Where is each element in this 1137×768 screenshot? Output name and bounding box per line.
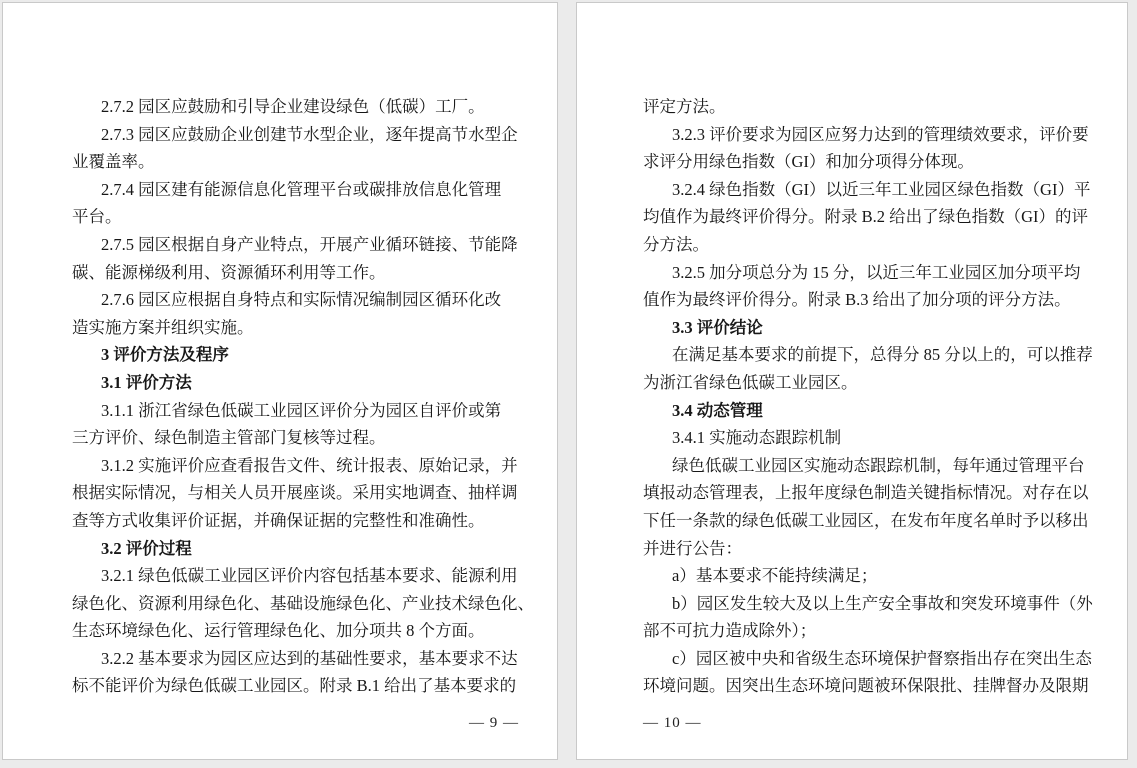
text-line: 3.1.1 浙江省绿色低碳工业园区评价分为园区自评价或第 — [101, 400, 502, 420]
page-10-number: — 10 — — [643, 715, 702, 731]
text-line: 3.1 评价方法 — [101, 372, 192, 392]
page-9-number: — 9 — — [469, 715, 519, 731]
page-10-content — [643, 93, 1093, 700]
text-line: 为浙江省绿色低碳工业园区。 — [643, 372, 858, 392]
text-line: b）园区发生较大及以上生产安全事故和突发环境事件（外 — [672, 593, 1093, 613]
text-line: 评定方法。 — [643, 97, 726, 116]
text-line: 造实施方案并组织实施。 — [72, 317, 254, 337]
text-line: 在满足基本要求的前提下，总得分 85 分以上的，可以推荐 — [672, 345, 1093, 365]
text-line: 均值作为最终评价得分。附录 B.2 给出了绿色指数（GI）的评 — [643, 207, 1089, 227]
text-line: 业覆盖率。 — [72, 152, 155, 172]
text-line: 值作为最终评价得分。附录 B.3 给出了加分项的评分方法。 — [643, 290, 1071, 310]
text-line: 查等方式收集评价证据，并确保证据的完整性和准确性。 — [72, 510, 485, 530]
text-line: 3 评价方法及程序 — [101, 345, 229, 365]
text-line: 3.2.4 绿色指数（GI）以近三年工业园区绿色指数（GI）平 — [672, 179, 1091, 199]
text-line: 3.1.2 实施评价应查看报告文件、统计报表、原始记录，并 — [101, 455, 518, 475]
text-line: 2.7.6 园区应根据自身特点和实际情况编制园区循环化改 — [101, 290, 502, 310]
text-line: 3.2.5 加分项总分为 15 分，以近三年工业园区加分项平均 — [672, 262, 1081, 282]
page-9-content — [72, 93, 534, 700]
text-line: 三方评价、绿色制造主管部门复核等过程。 — [72, 428, 386, 448]
text-line: 3.4.1 实施动态跟踪机制 — [672, 428, 842, 448]
text-line: 求评分用绿色指数（GI）和加分项得分体现。 — [643, 152, 974, 172]
text-line: 并进行公告： — [643, 538, 742, 558]
text-line: c）园区被中央和省级生态环境保护督察指出存在突出生态 — [672, 648, 1092, 668]
page-10 — [576, 2, 1128, 760]
text-line: 环境问题。因突出生态环境问题被环保限批、挂牌督办及限期 — [643, 676, 1089, 696]
text-line: 2.7.2 园区应鼓励和引导企业建设绿色（低碳）工厂。 — [101, 97, 485, 116]
text-line: 3.2.2 基本要求为园区应达到的基础性要求，基本要求不达 — [101, 648, 518, 668]
text-line: 绿色低碳工业园区实施动态跟踪机制，每年通过管理平台 — [672, 455, 1085, 475]
text-line: 平台。 — [72, 207, 122, 227]
text-line: 2.7.3 园区应鼓励企业创建节水型企业，逐年提高节水型企 — [101, 124, 518, 144]
text-line: 绿色化、资源利用绿色化、基础设施绿色化、产业技术绿色化、 — [72, 593, 534, 613]
text-line: 2.7.4 园区建有能源信息化管理平台或碳排放信息化管理 — [101, 179, 502, 199]
text-line: 2.7.5 园区根据自身产业特点，开展产业循环链接、节能降 — [101, 234, 518, 254]
text-line: 3.2.3 评价要求为园区应努力达到的管理绩效要求，评价要 — [672, 124, 1089, 144]
text-line: 3.4 动态管理 — [672, 400, 763, 420]
text-line: 3.2.1 绿色低碳工业园区评价内容包括基本要求、能源利用 — [101, 566, 518, 586]
text-line: 根据实际情况，与相关人员开展座谈。采用实地调查、抽样调 — [72, 483, 518, 503]
text-line: 下任一条款的绿色低碳工业园区，在发布年度名单时予以移出 — [643, 510, 1089, 530]
text-line: 生态环境绿色化、运行管理绿色化、加分项共 8 个方面。 — [72, 621, 485, 641]
text-line: 标不能评价为绿色低碳工业园区。附录 B.1 给出了基本要求的 — [72, 676, 517, 696]
text-line: 碳、能源梯级利用、资源循环利用等工作。 — [72, 262, 386, 282]
text-line: 部不可抗力造成除外）； — [643, 621, 817, 641]
text-line: 填报动态管理表，上报年度绿色制造关键指标情况。对存在以 — [643, 483, 1089, 503]
text-line: 分方法。 — [643, 234, 709, 254]
text-line: 3.3 评价结论 — [672, 317, 763, 337]
page-9 — [2, 2, 558, 760]
text-line: 3.2 评价过程 — [101, 538, 192, 558]
text-line: a）基本要求不能持续满足； — [672, 566, 878, 586]
